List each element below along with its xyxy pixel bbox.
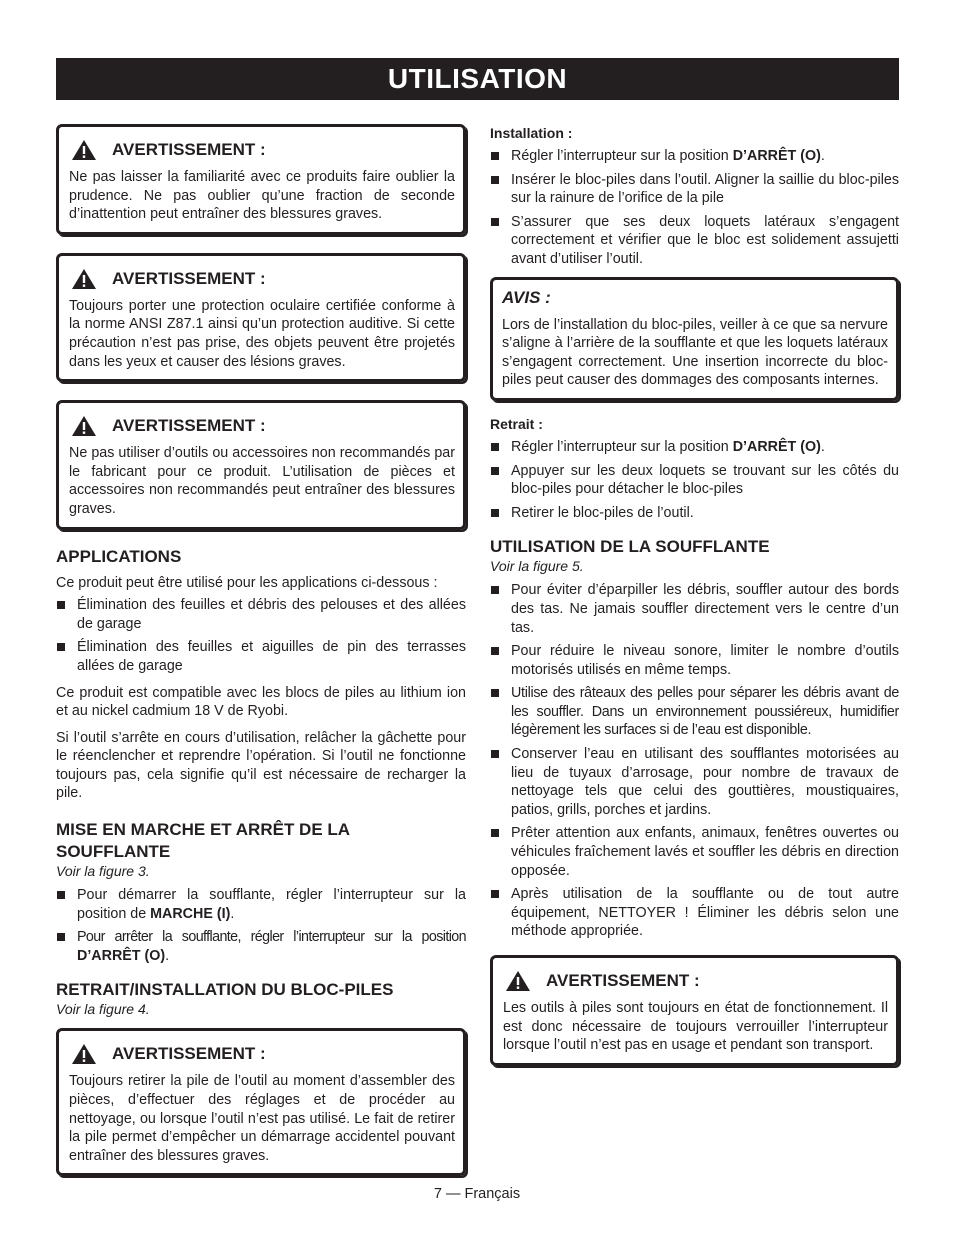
warning-box	[490, 955, 899, 1066]
list-item: Utilise des râteaux des pelles pour séparer les débris avant de les souffler. Dans un environnement poussiéreux, humidifier légèrement les surfaces si de l’eau est disponible.	[490, 684, 899, 740]
warning-triangle-icon	[71, 268, 97, 290]
list-item: Prêter attention aux enfants, animaux, fenêtres ouvertes ou véhicules fraîchement lavés et souffler les débris en direction opposée.	[490, 824, 899, 880]
warning-text: Ne pas laisser la familiarité avec ce produits faire oublier la prudence. Ne pas oublier qu’une fraction de seconde d’inattention peut entraîner des blessures graves.	[69, 169, 455, 223]
warning-triangle-icon	[71, 415, 97, 437]
warning-triangle-icon	[505, 970, 531, 992]
list-item: Après utilisation de la soufflante ou de tout autre équipement, NETTOYER ! Éliminer les débris selon une méthode appropriée.	[490, 885, 899, 941]
warning-box	[56, 253, 466, 382]
page-title: UTILISATION	[56, 58, 899, 100]
list-item: Élimination des feuilles et débris des pelouses et des allées de garage	[56, 596, 466, 633]
paragraph: Si l’outil s’arrête en cours d’utilisation, relâcher la gâchette pour le réenclencher et reprendre l’opération. Si l’outil ne fonctionne toujours pas, cela signifie qu’il est nécessaire de recharger la pile.	[56, 729, 466, 802]
warning-label: AVERTISSEMENT :	[546, 971, 700, 990]
bullet-list	[490, 581, 899, 941]
left-column	[56, 124, 466, 1194]
list-item: Retirer le bloc-piles de l’outil.	[490, 504, 899, 523]
warning-text: Les outils à piles sont toujours en état de fonctionnement. Il est donc nécessaire de toujours verrouiller l’interrupteur lorsque l’outil n’est pas en usage et pendant son transport.	[503, 1000, 888, 1054]
page-footer: 7 — Français	[433, 1186, 521, 1202]
warning-box	[56, 1028, 466, 1176]
warning-label: AVERTISSEMENT :	[112, 140, 266, 159]
figure-reference: Voir la figure 4.	[56, 1001, 150, 1018]
list-item: Régler l’interrupteur sur la position D’ARRÊT (O).	[490, 438, 899, 457]
section-heading-retrait-installation: RETRAIT/INSTALLATION DU BLOC-PILES	[56, 980, 394, 1000]
list-item: Conserver l’eau en utilisant des soufflantes motorisées au lieu de tuyaux d’arrosage, pour nombre de travaux de nettoyage tels que celui des gouttières, moustiquaires, patios, grills, porches et jardins.	[490, 745, 899, 819]
list-item: Appuyer sur les deux loquets se trouvant sur les côtés du bloc-piles pour détacher le bloc-piles	[490, 462, 899, 499]
list-item: Insérer le bloc-piles dans l’outil. Aligner la saillie du bloc-piles sur la rainure de l’orifice de la pile	[490, 171, 899, 208]
list-item: Pour éviter d’éparpiller les débris, souffler autour des bords des tas. Ne jamais souffler directement vers le centre d’un tas.	[490, 581, 899, 637]
warning-text: Ne pas utiliser d’outils ou accessoires non recommandés par le fabricant pour ce produit. L’utilisation de pièces et accessoires non recommandés peut entraîner des blessures graves.	[69, 445, 455, 517]
bullet-list	[490, 147, 899, 269]
figure-reference: Voir la figure 3.	[56, 863, 150, 880]
bullet-list	[56, 596, 466, 675]
warning-label: AVERTISSEMENT :	[112, 1044, 266, 1064]
section-heading-mise-en-marche: MISE EN MARCHE ET ARRÊT DE LA SOUFFLANTE	[56, 820, 350, 862]
paragraph: Ce produit peut être utilisé pour les applications ci-dessous :	[56, 574, 438, 591]
right-column	[490, 124, 899, 1084]
bullet-list	[56, 886, 466, 965]
notice-text: Lors de l’installation du bloc-piles, veiller à ce que sa nervure s’aligne à l’arrière de la soufflante et que les loquets latéraux s’engagent correctement. Une insertion incorrecte du bloc-piles peut causer des dommages des composants internes.	[502, 316, 888, 389]
warning-text: Toujours porter une protection oculaire certifiée conforme à la norme ANSI Z87.1 ainsi qu’un protection auditive. Si cette précaution n’est pas prise, des objets peuvent être projetés dans les yeux et causer des lésions graves.	[69, 297, 455, 370]
subheading-installation: Installation :	[490, 125, 573, 141]
warning-triangle-icon	[71, 139, 97, 161]
bullet-list	[490, 438, 899, 522]
list-item: Pour démarrer la soufflante, régler l’interrupteur sur la position de MARCHE (I).	[56, 886, 466, 923]
warning-text: Toujours retirer la pile de l’outil au moment d’assembler des pièces, d’effectuer des réglages et de procéder au nettoyage, ou lorsque l’outil n’est pas utilisé. Le fait de retirer la pile permet d’empêcher un démarrage accidentel pouvant entraîner des blessures graves.	[69, 1073, 455, 1164]
list-item: Régler l’interrupteur sur la position D’ARRÊT (O).	[490, 147, 899, 166]
subheading-retrait: Retrait :	[490, 415, 543, 432]
notice-box	[490, 277, 899, 401]
paragraph: Ce produit est compatible avec les blocs de piles au lithium ion et au nickel cadmium 18 V de Ryobi.	[56, 684, 466, 720]
list-item: Élimination des feuilles et aiguilles de pin des terrasses allées de garage	[56, 638, 466, 675]
warning-label: AVERTISSEMENT :	[112, 416, 266, 436]
section-heading-utilisation: UTILISATION DE LA SOUFFLANTE	[490, 537, 770, 557]
figure-reference: Voir la figure 5.	[490, 558, 584, 575]
warning-label: AVERTISSEMENT :	[112, 268, 266, 288]
warning-triangle-icon	[71, 1043, 97, 1065]
warning-box	[56, 124, 466, 235]
list-item: S’assurer que ses deux loquets latéraux s’engagent correctement et vérifier que le bloc est solidement assujetti avant d’utiliser l’outil.	[490, 213, 899, 269]
list-item: Pour arrêter la soufflante, régler l’interrupteur sur la position D’ARRÊT (O).	[56, 928, 466, 965]
section-heading-applications: APPLICATIONS	[56, 546, 182, 566]
notice-label: AVIS :	[502, 287, 551, 307]
warning-box	[56, 400, 466, 529]
list-item: Pour réduire le niveau sonore, limiter le nombre d’outils motorisés utilisés en même temps.	[490, 642, 899, 679]
